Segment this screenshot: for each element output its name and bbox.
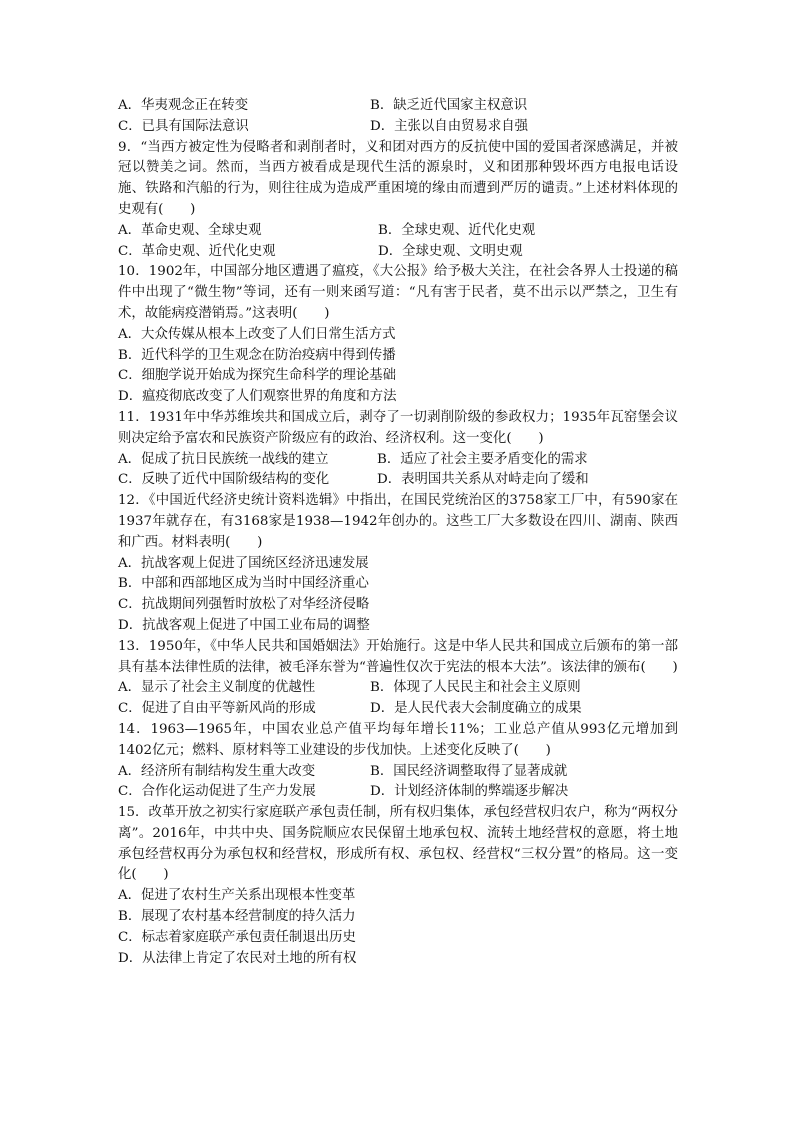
q8-option-b: B．缺乏近代国家主权意识 [370,98,528,113]
q15-option-a: A．促进了农村生产关系出现根本性变革 [118,888,356,904]
q12-option-a: A．抗战客观上促进了国统区经济迅速发展 [118,555,369,571]
exam-page [118,96,678,969]
q8-option-d: D．主张以自由贸易求自强 [370,118,529,134]
q9-option-b: B．全球史观、近代化史观 [378,222,536,238]
q11-option-a: A．促成了抗日民族统一战线的建立 [118,451,329,467]
q14-option-c: C．合作化运动促进了生产力发展 [118,784,316,800]
q10-option-a: A．大众传媒从根本上改变了人们日常生活方式 [118,326,396,342]
q15-option-d: D．从法律上肯定了农民对土地的所有权 [118,950,357,966]
q9-option-c: C．革命史观、近代化史观 [118,243,276,259]
q15-option-c: C．标志着家庭联产承包责任制退出历史 [118,929,356,945]
q13-options-row-1 [118,678,678,699]
q11-option-c: C．反映了近代中国阶级结构的变化 [118,472,330,488]
q13-stem: 13．1950年，《中华人民共和国婚姻法》开始施行。这是中华人民共和国成立后颁布的第一部具有基本法律性质的法律，被毛泽东誉为“普遍性仅次于宪法的根本大法”。该法律的颁布( ) [118,638,678,675]
q9-options-row-1 [118,221,678,242]
q11-options-row-1 [118,450,678,471]
q14-option-d: D．计划经济体制的弊端逐步解决 [370,784,569,800]
q8-option-a: A．华夷观念正在转变 [118,98,249,113]
q10-stem: 10．1902年，中国部分地区遭遇了瘟疫，《大公报》给予极大关注，在社会各界人士投递的稿件中出现了“微生物”等词，还有一则来函写道：“凡有害于民者，莫不出示以严禁之，卫生有术，故能病疫潜销焉。”这表明( ) [118,264,678,321]
q12-stem: 12．《中国近代经济史统计资料选辑》中指出，在国民党统治区的3758家工厂中，有590家在1937年就存在，有3168家是1938—1942年创办的。这些工厂大多数设在四川、湖南、陕西和广西。材料表明( ) [118,493,678,550]
q13-option-c: C．促进了自由平等新风尚的形成 [118,701,316,717]
q8-options-row-2 [118,117,678,138]
q10-option-c: C．细胞学说开始成为探究生命科学的理论基础 [118,368,397,384]
q15-stem: 15．改革开放之初实行家庭联产承包责任制，所有权归集体，承包经营权归农户，称为“两权分离”。2016年，中共中央、国务院顺应农民保留土地承包权、流转土地经营权的意愿，将土地承包经营权再分为承包权和经营权，形成所有权、承包权、经营权“三权分置”的格局。这一变化( ) [118,805,678,883]
q8-option-c: C．已具有国际法意识 [118,118,249,134]
q13-options-row-2 [118,699,678,720]
q15-option-b: B．展现了农村基本经营制度的持久活力 [118,909,356,925]
q14-options-row-1 [118,762,678,783]
q12-option-c: C．抗战期间列强暂时放松了对华经济侵略 [118,597,370,613]
q11-stem: 11．1931年中华苏维埃共和国成立后，剥夺了一切剥削阶级的参政权力；1935年瓦窑堡会议则决定给予富农和民族资产阶级应有的政治、经济权利。这一变化( ) [118,409,678,446]
q13-option-a: A．显示了社会主义制度的优越性 [118,680,316,696]
q10-option-b: B．近代科学的卫生观念在防治疫病中得到传播 [118,347,396,363]
q14-option-b: B．国民经济调整取得了显著成就 [370,763,568,779]
q11-option-d: D．表明国共关系从对峙走向了缓和 [377,472,589,488]
q14-options-row-2 [118,782,678,803]
q14-stem: 14．1963—1965年，中国农业总产值平均每年增长11%；工业总产值从993亿元增加到1402亿元；燃料、原材料等工业建设的步伐加快。上述变化反映了( ) [118,721,678,758]
q9-options-row-2 [118,242,678,263]
q13-option-b: B．体现了人民民主和社会主义原则 [370,680,581,696]
q12-option-b: B．中部和西部地区成为当时中国经济重心 [118,576,369,592]
q14-option-a: A．经济所有制结构发生重大改变 [118,763,316,779]
q9-option-a: A．革命史观、全球史观 [118,222,262,238]
q13-option-d: D．是人民代表大会制度确立的成果 [370,701,582,717]
q11-options-row-2 [118,470,678,491]
q12-option-d: D．抗战客观上促进了中国工业布局的调整 [118,617,370,633]
q9-stem: 9．“当西方被定性为侵略者和剥削者时，义和团对西方的反抗使中国的爱国者深感满足，并被冠以赞美之词。然而，当西方被看成是现代生活的源泉时，义和团那种毁坏西方电报电话设施、铁路和汽船的行为，则往往成为造成严重困境的缘由而遭到严厉的谴责。”上述材料体现的史观有( ) [118,139,678,217]
q11-option-b: B．适应了社会主要矛盾变化的需求 [377,451,588,467]
q9-option-d: D．全球史观、文明史观 [378,243,523,259]
q10-option-d: D．瘟疫彻底改变了人们观察世界的角度和方法 [118,389,397,405]
q8-options-row-1 [118,96,678,117]
